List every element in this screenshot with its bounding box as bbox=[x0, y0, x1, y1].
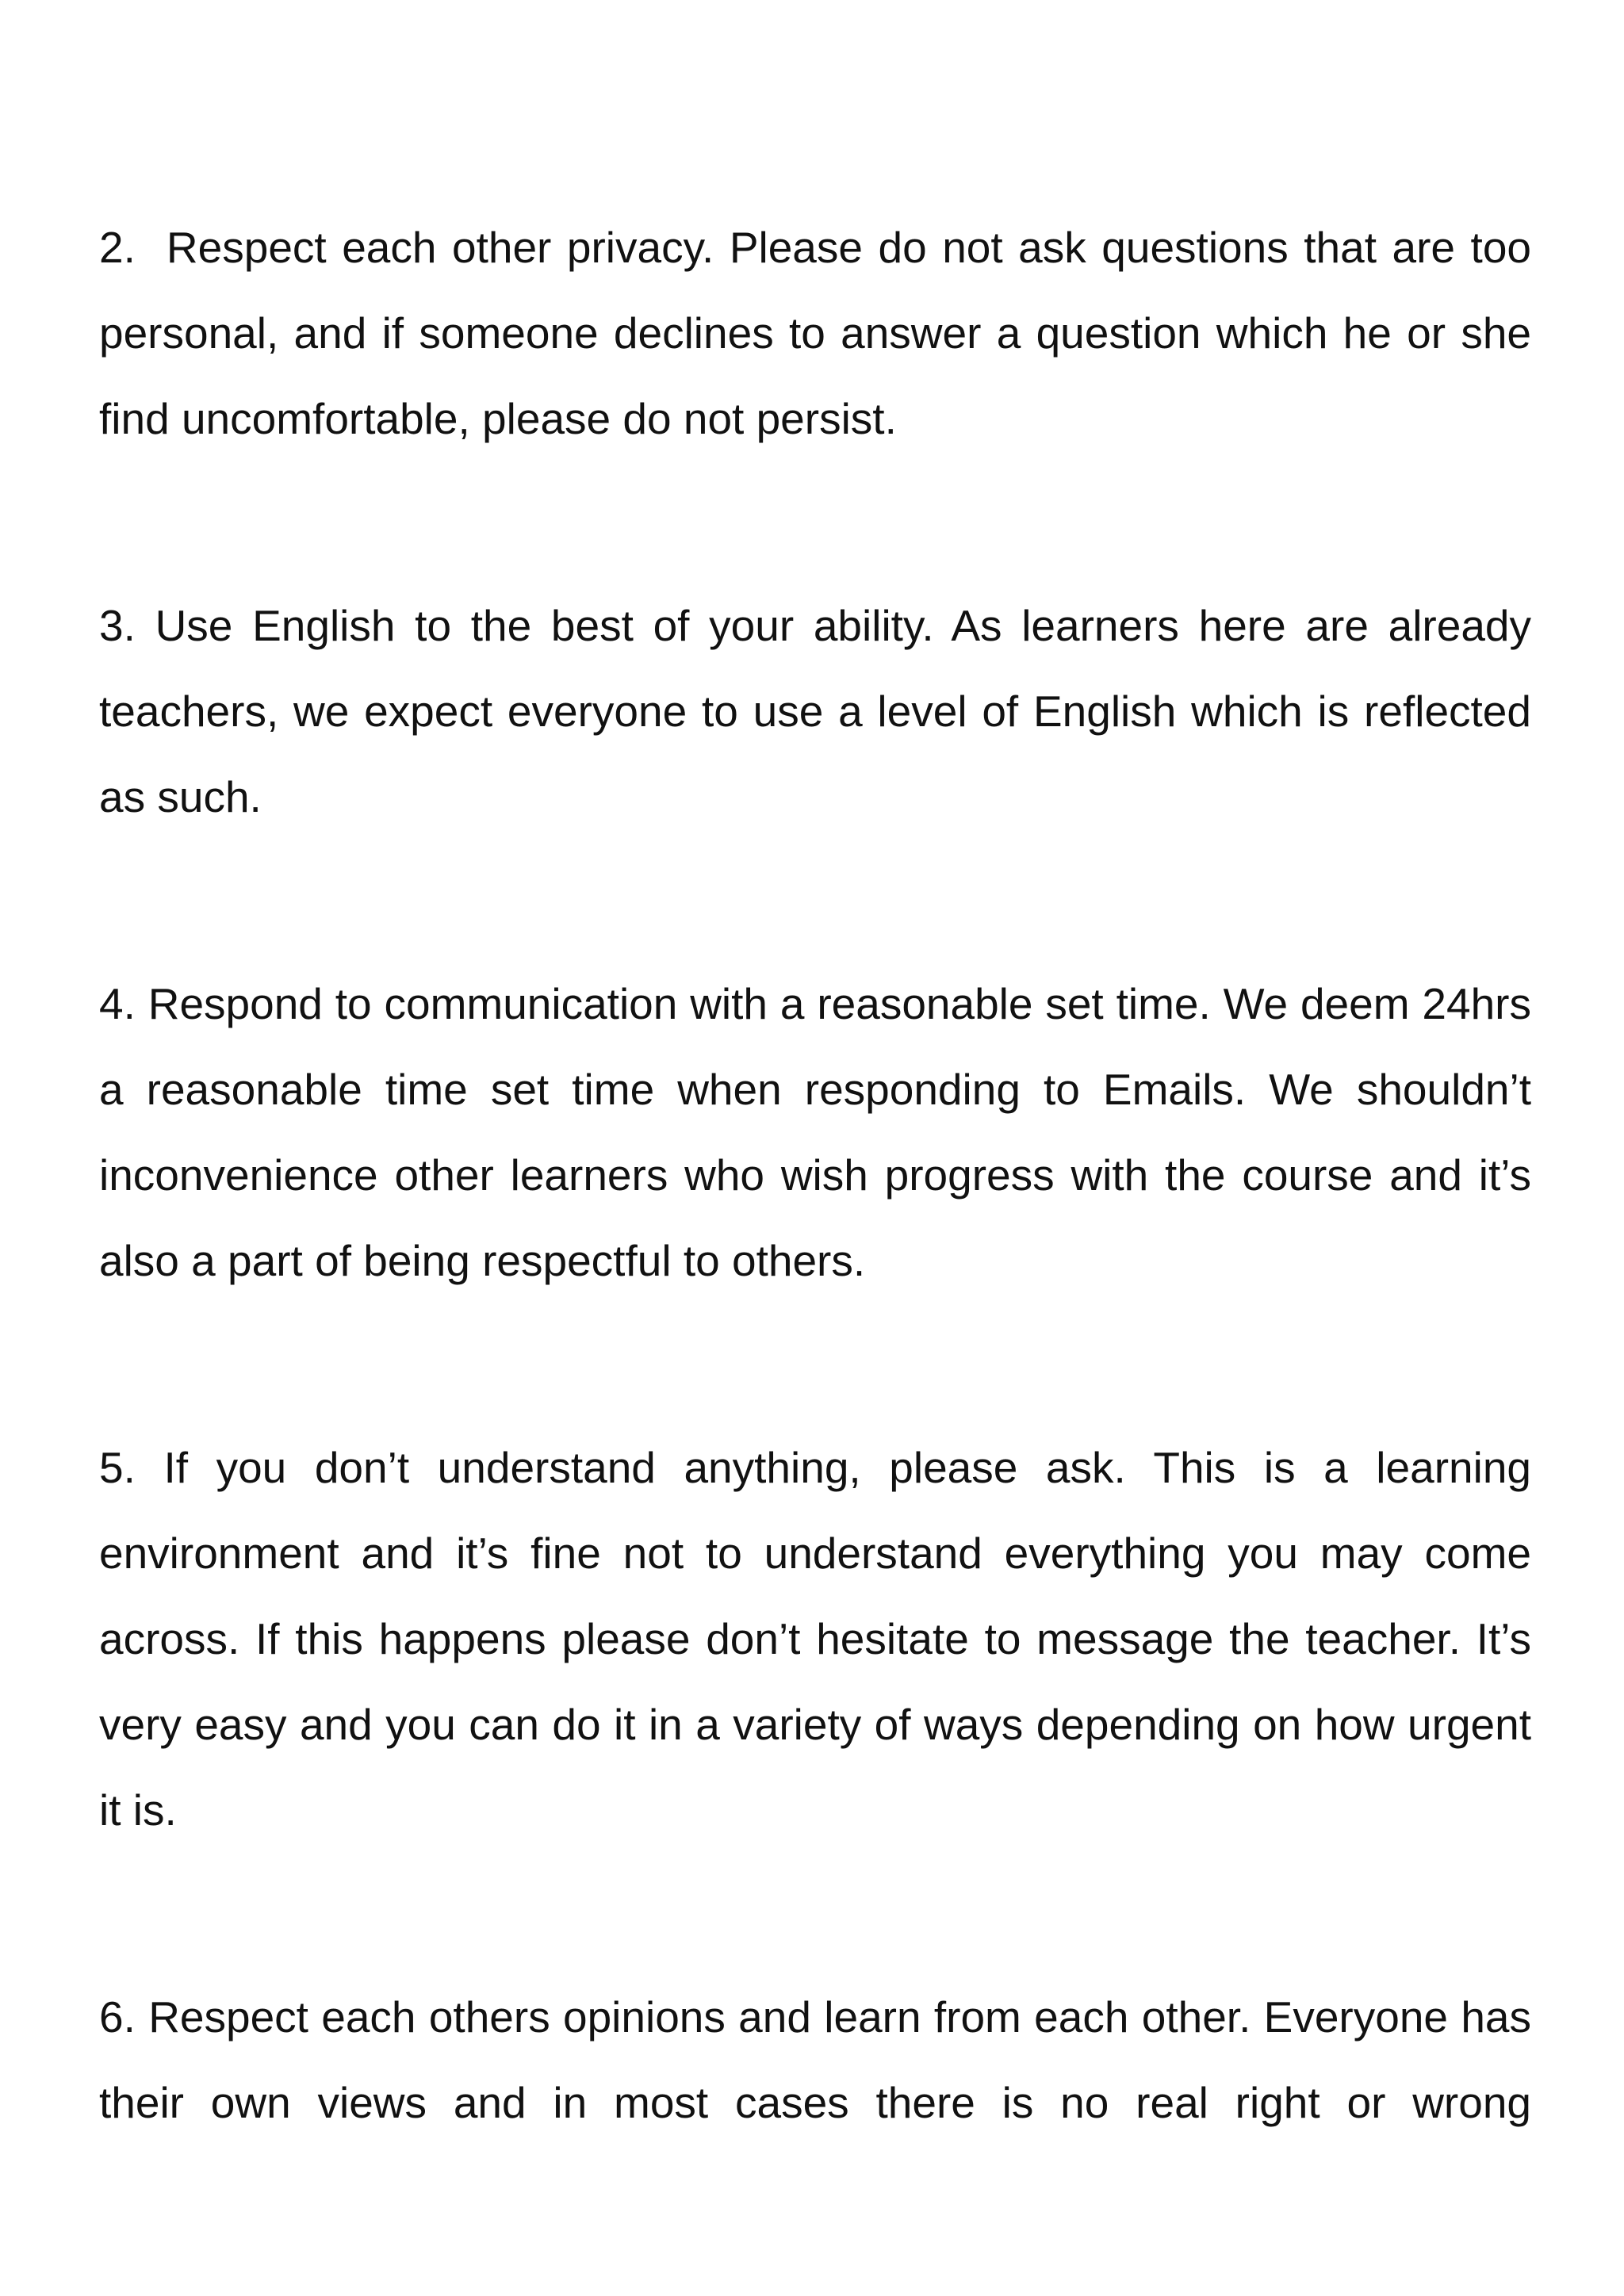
rule-text: If you don’t understand anything, please ask. This is a learning environment and it’s fine not to understand everything you may come across. If this happens please don’t hesitate to message the teacher. It’s very easy and you can do it in a variety of ways depending on how urgent it is. bbox=[99, 1443, 1531, 1835]
rule-text: Respect each others opinions and learn from each other. Everyone has their own views and in most cases there is no real right or wrong bbox=[99, 1992, 1531, 2127]
rule-number: 5. bbox=[99, 1443, 164, 1492]
rule-text: Respond to communication with a reasonable set time. We deem 24hrs a reasonable time set time when responding to Emails. We shouldn’t inconvenience other learners who wish progress with the course and it’s also a part of being respectful to others. bbox=[99, 979, 1531, 1285]
rule-text: Use English to the best of your ability. As learners here are already teachers, we expect everyone to use a level of English which is reflected as such. bbox=[99, 601, 1531, 821]
rule-item-6 bbox=[99, 1974, 1531, 2145]
rule-number: 4. bbox=[99, 979, 148, 1028]
rule-item-3 bbox=[99, 583, 1531, 840]
rules-list bbox=[99, 205, 1531, 2145]
rule-number: 3. bbox=[99, 601, 155, 650]
rule-number: 6. bbox=[99, 1992, 149, 2042]
rule-item-2 bbox=[99, 205, 1531, 461]
rule-number: 2. bbox=[99, 223, 167, 272]
rule-text: Respect each other privacy. Please do not ask questions that are too personal, and if someone declines to answer a question which he or she find uncomfortable, please do not persist. bbox=[99, 223, 1531, 443]
rule-item-5 bbox=[99, 1425, 1531, 1853]
rule-item-4 bbox=[99, 961, 1531, 1303]
